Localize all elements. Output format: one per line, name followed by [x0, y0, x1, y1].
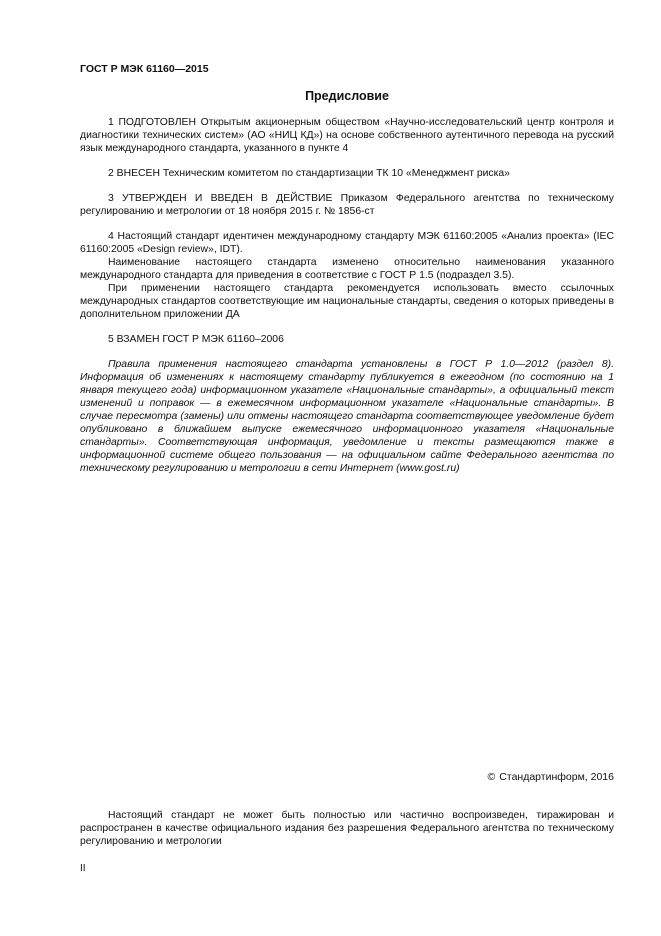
page-number: II [80, 863, 86, 874]
copyright-line [488, 771, 614, 784]
paragraph-introduced: 2 ВНЕСЕН Техническим комитетом по стандартизации ТК 10 «Менеджмент риска» [108, 168, 510, 179]
paragraph-identical: 4 Настоящий стандарт идентичен международному стандарту МЭК 61160:2005 «Анализ проекта» (IEC 61160:2005 «Design review», IDT). [80, 231, 614, 255]
paragraph-references: При применении настоящего стандарта рекомендуется использовать вместо ссылочных международных стандартов соответствующие им национальные стандарты, сведения о которых приведены в дополнительном приложении ДА [80, 283, 614, 320]
document-code: ГОСТ Р МЭК 61160—2015 [80, 63, 209, 75]
copyright-text: Стандартинформ, 2016 [499, 771, 614, 783]
reproduction-notice: Настоящий стандарт не может быть полностью или частично воспроизведен, тиражирован и распространен в качестве официального издания без разрешения Федерального агентства по техническому регулированию и метрологии [80, 810, 614, 847]
paragraph-name-changed: Наименование настоящего стандарта изменено относительно наименования указанного международного стандарта для приведения в соответствие с ГОСТ Р 1.5 (подраздел 3.5). [80, 257, 614, 281]
copyright-icon: © [487, 771, 496, 783]
paragraph-prepared: 1 ПОДГОТОВЛЕН Открытым акционерным обществом «Научно-исследовательский центр контроля и диагностики технических систем» (АО «НИЦ КД») на основе собственного аутентичного перевода на русский язык международного стандарта, указанного в пункте 4 [80, 117, 614, 154]
foreword-body [80, 116, 614, 475]
page-title: Предисловие [305, 89, 389, 103]
paragraph-replaces: 5 ВЗАМЕН ГОСТ Р МЭК 61160–2006 [108, 334, 284, 345]
paragraph-application-rules: Правила применения настоящего стандарта установлены в ГОСТ Р 1.0—2012 (раздел 8). Информация об изменениях к настоящему стандарту публикуется в ежегодном (по состоянию на 1 января текущего года) информационном указателе «Национальные стандарты», а официальный текст изменений и поправок — в ежемесячном информационном указателе «Национальные стандарты». В случае пересмотра (замены) или отмены настоящего стандарта соответствующее уведомление будет опубликовано в ближайшем выпуске ежемесячного информационного указателя «Национальные стандарты». Соответствующая информация, уведомление и тексты размещаются также в информационной системе общего пользования — на официальном сайте Федерального агентства по техническому регулированию и метрологии в сети Интернет (www.gost.ru) [80, 359, 614, 474]
paragraph-approved: 3 УТВЕРЖДЕН И ВВЕДЕН В ДЕЙСТВИЕ Приказом Федерального агентства по техническому регулированию и метрологии от 18 ноября 2015 г. № 1856-ст [80, 193, 614, 217]
